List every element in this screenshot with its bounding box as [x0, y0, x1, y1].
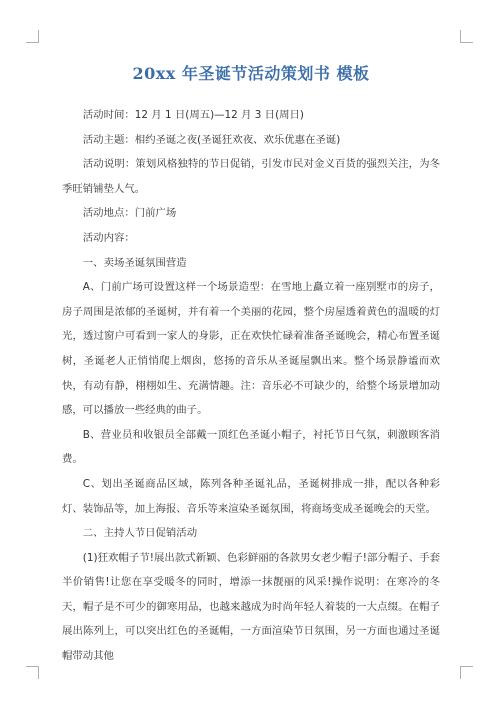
- crop-mark-bottom-left: [26, 666, 39, 679]
- paragraph-activity-time: 活动时间：12 月 1 日(周五)—12 月 3 日(周日): [82, 109, 304, 121]
- paragraph-activity-description: 活动说明：策划风格独特的节日促销，引发市民对金义百货的强烈关注，为冬季旺销铺垫人气。: [62, 158, 440, 195]
- crop-mark-top-right: [460, 30, 473, 43]
- paragraph-item-b: B、营业员和收银员全部戴一顶红色圣诞小帽子，衬托节日气氛，刺激顾客消费。: [62, 428, 440, 466]
- paragraph-activity-location: 活动地点：门前广场: [82, 207, 177, 220]
- paragraph-activity-theme: 活动主题：相约圣诞之夜(圣诞狂欢夜、欢乐优惠在圣诞): [82, 133, 341, 146]
- paragraph-item-a: A、门前广场可设置这样一个场景造型：在雪地上矗立着一座别墅市的房子，房子周围是浓郁的圣诞树，并有着一个美丽的花园，整个房屋透着黄色的温暖的灯光，透过窗户可看到一家人的身影，正在欢快忙碌着准备圣诞晚会，精心布置圣诞树，圣诞老人正悄悄爬上烟囱，悠扬的音乐从圣诞屋飘出来。整个场景静谧而欢快，有动有静，栩栩如生、充满情趣。注：音乐必不可缺少的，给整个场景增加动感，可以播放一些经典的曲子。: [62, 281, 440, 417]
- crop-mark-bottom-right: [460, 666, 473, 679]
- section-heading-host-promotion: 二、主持人节日促销活动: [82, 527, 198, 540]
- paragraph-hat-festival: (1)狂欢帽子节!展出款式新颖、色彩鲜丽的各款男女老少帽子!部分帽子、手套半价销售!让您在享受暖冬的同时，增添一抹靓丽的风采!操作说明：在寒冷的冬天，帽子是不可少的御寒用品，也越来越成为时尚年轻人着装的一大点缀。在帽子展出陈列上，可以突出红色的圣诞帽，一方面渲染节日氛围，另一方面也通过圣诞帽带动其他: [62, 551, 440, 663]
- document-page: [62, 64, 440, 669]
- paragraph-activity-content: 活动内容：: [82, 231, 135, 244]
- paragraph-item-c: C、划出圣诞商品区域，陈列各种圣诞礼品，圣诞树排成一排，配以各种彩灯、装饰品等，加上海报、音乐等来渲染圣诞氛围，将商场变成圣诞晚会的天堂。: [62, 477, 440, 515]
- document-body: [62, 103, 440, 669]
- crop-mark-top-left: [26, 30, 39, 43]
- document-title: 20xx 年圣诞节活动策划书 模板: [132, 64, 370, 83]
- section-heading-atmosphere: 一、卖场圣诞氛围营造: [82, 256, 187, 269]
